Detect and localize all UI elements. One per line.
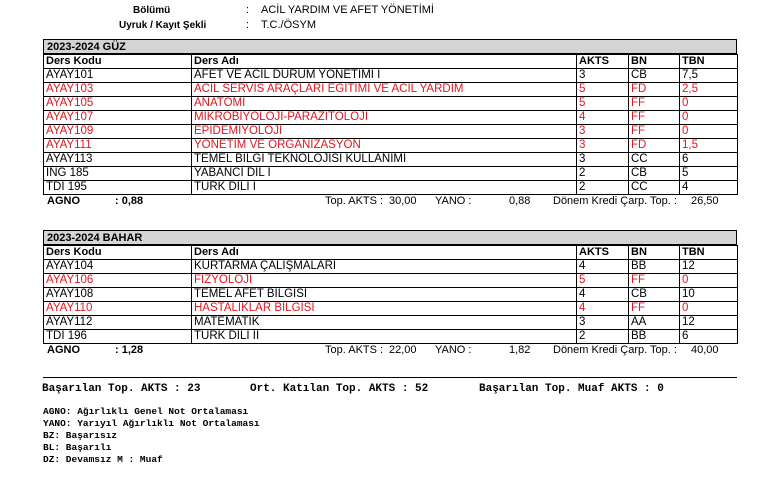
avg-akts-total: Ort. Katılan Top. AKTS : 52 <box>250 383 429 395</box>
course-weighted-grade: 7,5 <box>680 69 738 83</box>
course-row <box>44 139 738 153</box>
course-weighted-grade: 0 <box>680 111 738 125</box>
top-akts-value: 22,00 <box>389 344 417 356</box>
legend-item: BL: Başarılı <box>43 442 112 453</box>
semester-summary <box>43 344 737 358</box>
course-code: TDİ 196 <box>44 330 192 344</box>
course-name: TÜRK DİLİ II <box>192 330 577 344</box>
course-row <box>44 330 738 344</box>
department-value: ACİL YARDIM VE AFET YÖNETİMİ <box>261 4 434 16</box>
course-akts: 4 <box>577 111 629 125</box>
course-code: AYAY110 <box>44 302 192 316</box>
course-letter-grade: FF <box>629 97 680 111</box>
donem-value: 26,50 <box>691 195 719 207</box>
course-row <box>44 302 738 316</box>
col-akts-header: AKTS <box>577 55 629 69</box>
course-row <box>44 97 738 111</box>
course-row <box>44 111 738 125</box>
course-code: AYAY113 <box>44 153 192 167</box>
nationality-value: T.C./ÖSYM <box>261 19 317 31</box>
course-letter-grade: FF <box>629 125 680 139</box>
course-weighted-grade: 0 <box>680 97 738 111</box>
course-akts: 3 <box>577 316 629 330</box>
course-weighted-grade: 0 <box>680 302 738 316</box>
course-code: AYAY105 <box>44 97 192 111</box>
semester-title: 2023-2024 BAHAR <box>43 230 737 245</box>
course-code: AYAY107 <box>44 111 192 125</box>
course-weighted-grade: 0 <box>680 125 738 139</box>
course-weighted-grade: 2,5 <box>680 83 738 97</box>
course-letter-grade: CC <box>629 181 680 195</box>
donem-label: Dönem Kredi Çarp. Top. : <box>553 344 677 356</box>
course-letter-grade: FF <box>629 111 680 125</box>
semester-title: 2023-2024 GÜZ <box>43 39 737 54</box>
course-name: TÜRK DİLİ I <box>192 181 577 195</box>
agno-label: AGNO <box>47 195 80 207</box>
course-akts: 2 <box>577 167 629 181</box>
course-name: ACİL SERVİS ARAÇLARI EĞİTİMİ VE ACİL YARDIM <box>192 83 577 97</box>
course-name: ANATOMİ <box>192 97 577 111</box>
legend-item: YANO: Yarıyıl Ağırlıklı Not Ortalaması <box>43 418 260 429</box>
course-code: TDİ 195 <box>44 181 192 195</box>
course-row <box>44 83 738 97</box>
exempt-akts-total: Başarılan Top. Muaf AKTS : 0 <box>479 383 664 395</box>
semester-fall <box>43 39 737 209</box>
course-row <box>44 181 738 195</box>
legend-item: AGNO: Ağırlıklı Genel Not Ortalaması <box>43 406 249 417</box>
yano-label: YANO : <box>435 195 472 207</box>
course-code: AYAY109 <box>44 125 192 139</box>
nationality-colon: : <box>246 19 250 31</box>
divider <box>43 377 737 378</box>
course-row <box>44 125 738 139</box>
legend-item: DZ: Devamsız M : Muaf <box>43 454 163 465</box>
semester-spring <box>43 230 737 358</box>
col-bn-header: BN <box>629 55 680 69</box>
agno-label: AGNO <box>47 344 80 356</box>
course-letter-grade: FF <box>629 274 680 288</box>
course-akts: 3 <box>577 139 629 153</box>
course-akts: 4 <box>577 288 629 302</box>
course-name: YABANCI DİL I <box>192 167 577 181</box>
course-weighted-grade: 12 <box>680 316 738 330</box>
course-akts: 2 <box>577 330 629 344</box>
course-row <box>44 260 738 274</box>
course-code: İNG 185 <box>44 167 192 181</box>
course-weighted-grade: 1,5 <box>680 139 738 153</box>
course-letter-grade: CB <box>629 167 680 181</box>
department-label: Bölümü <box>133 5 171 16</box>
legend-item: BZ: Başarısız <box>43 430 118 441</box>
course-weighted-grade: 6 <box>680 153 738 167</box>
course-letter-grade: FD <box>629 139 680 153</box>
course-table <box>43 54 738 195</box>
yano-value: 0,88 <box>509 195 531 207</box>
course-weighted-grade: 5 <box>680 167 738 181</box>
course-letter-grade: BB <box>629 330 680 344</box>
course-name: YÖNETİM VE ORGANİZASYON <box>192 139 577 153</box>
course-row <box>44 167 738 181</box>
course-code: AYAY106 <box>44 274 192 288</box>
col-name-header: Ders Adı <box>192 55 577 69</box>
course-akts: 5 <box>577 274 629 288</box>
course-akts: 5 <box>577 97 629 111</box>
course-letter-grade: CB <box>629 288 680 302</box>
course-letter-grade: AA <box>629 316 680 330</box>
course-akts: 5 <box>577 83 629 97</box>
col-tbn-header: TBN <box>680 55 738 69</box>
top-akts-value: 30,00 <box>389 195 417 207</box>
course-weighted-grade: 12 <box>680 260 738 274</box>
course-row <box>44 274 738 288</box>
semester-summary <box>43 195 737 209</box>
course-akts: 3 <box>577 153 629 167</box>
course-letter-grade: FD <box>629 83 680 97</box>
col-tbn-header: TBN <box>680 246 738 260</box>
col-code-header: Ders Kodu <box>44 246 192 260</box>
col-code-header: Ders Kodu <box>44 55 192 69</box>
top-akts-label: Top. AKTS : <box>325 195 384 207</box>
passed-akts-total: Başarılan Top. AKTS : 23 <box>42 383 201 395</box>
top-akts-label: Top. AKTS : <box>325 344 384 356</box>
table-header-row <box>44 55 738 69</box>
course-letter-grade: BB <box>629 260 680 274</box>
course-name: AFET VE ACİL DURUM YÖNETİMİ I <box>192 69 577 83</box>
col-bn-header: BN <box>629 246 680 260</box>
course-code: AYAY101 <box>44 69 192 83</box>
course-letter-grade: CB <box>629 69 680 83</box>
table-header-row <box>44 246 738 260</box>
course-akts: 2 <box>577 181 629 195</box>
course-akts: 4 <box>577 302 629 316</box>
course-code: AYAY103 <box>44 83 192 97</box>
donem-value: 40,00 <box>691 344 719 356</box>
course-akts: 3 <box>577 69 629 83</box>
course-row <box>44 69 738 83</box>
course-name: HASTALIKLAR BİLGİSİ <box>192 302 577 316</box>
course-code: AYAY112 <box>44 316 192 330</box>
course-name: TEMEL BİLGİ TEKNOLOJİSİ KULLANIMI <box>192 153 577 167</box>
course-row <box>44 153 738 167</box>
course-weighted-grade: 10 <box>680 288 738 302</box>
course-code: AYAY108 <box>44 288 192 302</box>
course-code: AYAY111 <box>44 139 192 153</box>
course-name: TEMEL AFET BİLGİSİ <box>192 288 577 302</box>
course-letter-grade: CC <box>629 153 680 167</box>
course-name: MİKROBİYOLOJİ-PARAZİTOLOJİ <box>192 111 577 125</box>
yano-label: YANO : <box>435 344 472 356</box>
course-akts: 3 <box>577 125 629 139</box>
agno-value: : 1,28 <box>115 344 144 356</box>
course-name: FİZYOLOJİ <box>192 274 577 288</box>
course-akts: 4 <box>577 260 629 274</box>
col-name-header: Ders Adı <box>192 246 577 260</box>
course-row <box>44 288 738 302</box>
donem-label: Dönem Kredi Çarp. Top. : <box>553 195 677 207</box>
course-weighted-grade: 6 <box>680 330 738 344</box>
col-akts-header: AKTS <box>577 246 629 260</box>
yano-value: 1,82 <box>509 344 531 356</box>
course-weighted-grade: 0 <box>680 274 738 288</box>
course-name: MATEMATİK <box>192 316 577 330</box>
course-code: AYAY104 <box>44 260 192 274</box>
course-weighted-grade: 4 <box>680 181 738 195</box>
course-row <box>44 316 738 330</box>
course-name: EPİDEMİYOLOJİ <box>192 125 577 139</box>
course-name: KURTARMA ÇALIŞMALARI <box>192 260 577 274</box>
course-letter-grade: FF <box>629 302 680 316</box>
agno-value: : 0,88 <box>115 195 144 207</box>
department-colon: : <box>246 4 250 16</box>
nationality-label: Uyruk / Kayıt Şekli <box>119 20 207 31</box>
course-table <box>43 245 738 344</box>
